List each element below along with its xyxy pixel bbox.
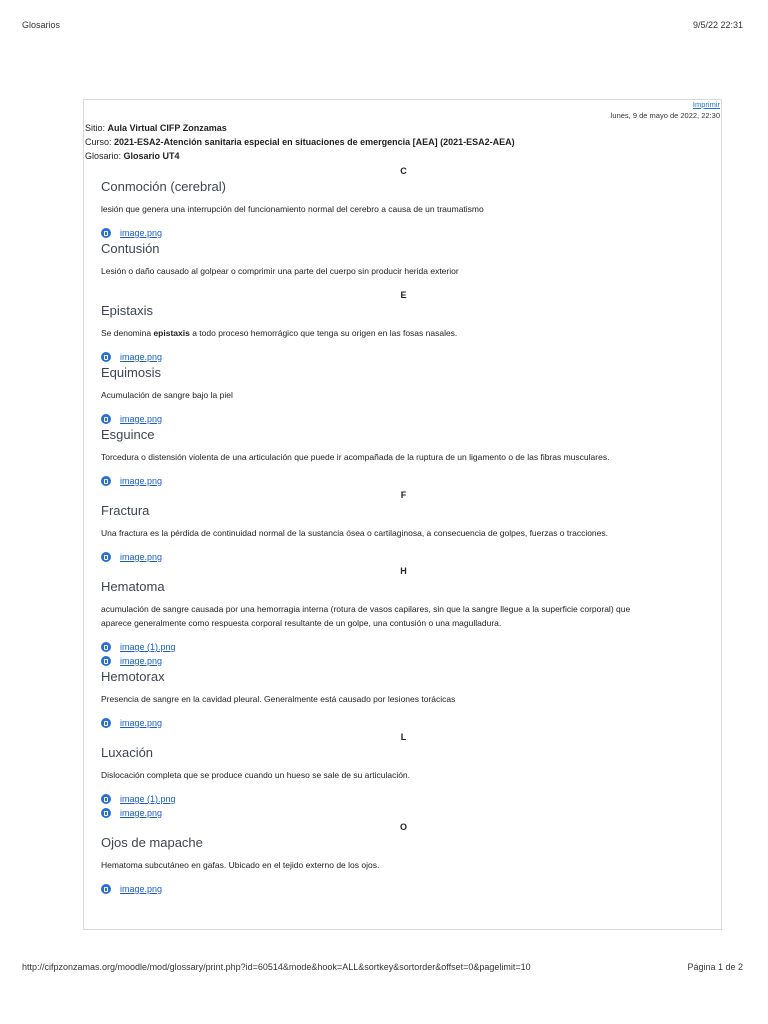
attachment-link[interactable]: image.png	[120, 808, 163, 818]
attachment	[101, 654, 663, 668]
glossary-entry	[84, 668, 722, 730]
glossary-entry	[84, 178, 722, 240]
entry-term: Ojos de mapache	[101, 835, 203, 850]
attachment	[101, 806, 663, 820]
print-footer-page: Página 1 de 2	[687, 962, 743, 972]
attachment	[101, 474, 663, 488]
entry-definition: Presencia de sangre en la cavidad pleural. Generalmente está causado por lesiones torácicas	[101, 694, 456, 704]
course-line	[85, 137, 515, 147]
attachment-icon	[101, 794, 111, 804]
course-label: Curso:	[85, 137, 112, 147]
attachment-icon	[101, 352, 111, 362]
glossary-entry	[84, 426, 722, 488]
attachment-link[interactable]: image.png	[120, 656, 163, 666]
site-label: Sitio:	[85, 123, 106, 133]
entry-definition: Hematoma subcutáneo en gafas. Ubicado en el tejido externo de los ojos.	[101, 860, 380, 870]
attachment-icon	[101, 414, 111, 424]
glossary-print-frame	[83, 99, 722, 930]
attachment-icon	[101, 476, 111, 486]
entry-term: Epistaxis	[101, 303, 154, 318]
entry-definition: Lesión o daño causado al golpear o comprimir una parte del cuerpo sin producir herida exterior	[101, 266, 459, 276]
course-name: 2021-ESA2-Atención sanitaria especial en situaciones de emergencia [AEA] (2021-ESA2-AEA)	[114, 137, 515, 147]
entry-term: Conmoción (cerebral)	[101, 179, 226, 194]
site-name: Aula Virtual CIFP Zonzamas	[107, 123, 227, 133]
glossary-entry	[84, 834, 722, 896]
attachment	[101, 882, 663, 896]
letter-heading-o: O	[399, 822, 407, 832]
entry-definition: Torcedura o distensión violenta de una articulación que puede ir acompañada de la ruptura de un ligamento o de las fibras musculares.	[101, 452, 610, 462]
glossary-label: Glosario:	[85, 151, 122, 161]
letter-heading-c: C	[400, 166, 407, 176]
print-link[interactable]: Imprimir	[692, 100, 720, 109]
print-header-datetime: 9/5/22 22:31	[692, 20, 743, 30]
print-footer-url: http://cifpzonzamas.org/moodle/mod/glossary/print.php?id=60514&mode&hook=ALL&sortkey&sortorder&offset=0&pagelimit=10	[22, 962, 531, 972]
entry-term: Luxación	[101, 745, 154, 760]
attachment-link[interactable]: image.png	[120, 884, 163, 894]
entry-term: Equimosis	[101, 365, 161, 380]
attachment	[101, 412, 663, 426]
attachment-icon	[101, 228, 111, 238]
entry-term: Esguince	[101, 427, 155, 442]
glossary-name: Glosario UT4	[123, 151, 180, 161]
letter-heading-f: F	[400, 490, 407, 500]
attachment	[101, 226, 663, 240]
attachment-link[interactable]: image.png	[120, 718, 163, 728]
attachment	[101, 716, 663, 730]
glossary-entries	[84, 164, 722, 896]
attachment	[101, 640, 663, 654]
print-date: lunes, 9 de mayo de 2022, 22:30	[610, 111, 720, 120]
entry-term: Hematoma	[101, 579, 165, 594]
site-line	[85, 123, 227, 133]
attachment-icon	[101, 552, 111, 562]
attachment	[101, 350, 663, 364]
attachment-icon	[101, 884, 111, 894]
attachment-link[interactable]: image.png	[120, 552, 163, 562]
entry-definition: Una fractura es la pérdida de continuidad normal de la sustancia ósea o cartilaginosa, a consecuencia de golpes, fuerzas o tracciones.	[101, 528, 608, 538]
glossary-entry	[84, 744, 722, 820]
entry-term: Hemotorax	[101, 669, 165, 684]
entry-definition: Se denomina epistaxis a todo proceso hemorrágico que tenga su origen en las fosas nasales.	[101, 328, 458, 338]
glossary-entry	[84, 364, 722, 426]
glossary-entry	[84, 302, 722, 364]
attachment	[101, 792, 663, 806]
letter-heading-l: L	[400, 732, 407, 742]
attachment-link[interactable]: image (1).png	[120, 642, 176, 652]
attachment-icon	[101, 656, 111, 666]
glossary-entry	[84, 502, 722, 564]
entry-definition: lesión que genera una interrupción del funcionamiento normal del cerebro a causa de un traumatismo	[101, 204, 484, 214]
entry-definition: Dislocación completa que se produce cuando un hueso se sale de su articulación.	[101, 770, 411, 780]
glossary-entry	[84, 240, 722, 278]
entry-definition: Acumulación de sangre bajo la piel	[101, 390, 233, 400]
attachment	[101, 550, 663, 564]
attachment-link[interactable]: image.png	[120, 414, 163, 424]
entry-term: Fractura	[101, 503, 150, 518]
glossary-entry	[84, 578, 722, 668]
print-header-title: Glosarios	[22, 20, 61, 30]
attachment-link[interactable]: image.png	[120, 352, 163, 362]
attachment-link[interactable]: image.png	[120, 476, 163, 486]
attachment-icon	[101, 808, 111, 818]
entry-term: Contusión	[101, 241, 160, 256]
attachment-link[interactable]: image (1).png	[120, 794, 176, 804]
letter-heading-e: E	[400, 290, 407, 300]
attachment-icon	[101, 718, 111, 728]
letter-heading-h: H	[400, 566, 407, 576]
attachment-icon	[101, 642, 111, 652]
entry-definition: acumulación de sangre causada por una hemorragia interna (rotura de vasos capilares, sin que la sangre llegue a la superficie corporal) que aparece generalmente como respuesta corporal resultante de un golpe, una contusión o una magulladura.	[101, 604, 631, 628]
glossary-line	[85, 151, 180, 161]
attachment-link[interactable]: image.png	[120, 228, 163, 238]
